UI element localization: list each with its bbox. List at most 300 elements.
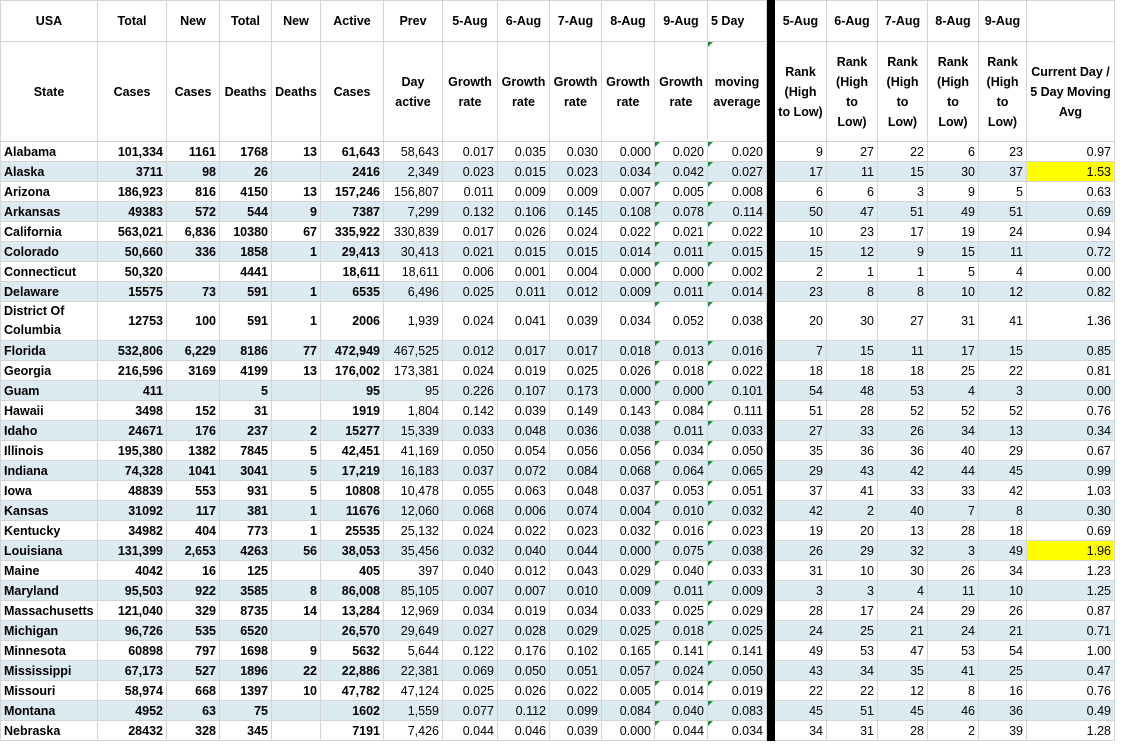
header-top-cell[interactable]: [1027, 1, 1115, 42]
prev-day-active-cell[interactable]: 18,611: [384, 262, 443, 282]
active-cases-cell[interactable]: 95: [321, 381, 384, 401]
state-cell[interactable]: Florida: [1, 341, 98, 361]
ratio-cell[interactable]: 1.36: [1027, 302, 1115, 341]
divider-cell[interactable]: [767, 441, 775, 461]
header-top-cell[interactable]: Prev: [384, 1, 443, 42]
prev-day-active-cell[interactable]: 1,559: [384, 701, 443, 721]
new-deaths-cell[interactable]: 5: [272, 461, 321, 481]
growth-rate-cell[interactable]: 0.000: [602, 262, 655, 282]
active-cases-cell[interactable]: 6535: [321, 282, 384, 302]
rank-cell[interactable]: 41: [827, 481, 878, 501]
growth-rate-cell[interactable]: 0.018: [655, 361, 708, 381]
rank-cell[interactable]: 45: [979, 461, 1027, 481]
new-cases-cell[interactable]: 404: [167, 521, 220, 541]
state-cell[interactable]: Kentucky: [1, 521, 98, 541]
active-cases-cell[interactable]: 7191: [321, 721, 384, 741]
rank-cell[interactable]: 30: [827, 302, 878, 341]
rank-cell[interactable]: 26: [928, 561, 979, 581]
state-cell[interactable]: California: [1, 222, 98, 242]
moving-average-cell[interactable]: 0.027: [708, 162, 767, 182]
ratio-cell[interactable]: 0.63: [1027, 182, 1115, 202]
divider-cell[interactable]: [767, 162, 775, 182]
ratio-cell[interactable]: 0.00: [1027, 381, 1115, 401]
growth-rate-cell[interactable]: 0.025: [550, 361, 602, 381]
active-cases-cell[interactable]: 86,008: [321, 581, 384, 601]
state-cell[interactable]: Kansas: [1, 501, 98, 521]
new-cases-cell[interactable]: 336: [167, 242, 220, 262]
rank-cell[interactable]: 23: [979, 142, 1027, 162]
total-cases-cell[interactable]: 60898: [98, 641, 167, 661]
new-deaths-cell[interactable]: 1: [272, 302, 321, 341]
rank-cell[interactable]: 36: [827, 441, 878, 461]
rank-cell[interactable]: 17: [878, 222, 928, 242]
growth-rate-cell[interactable]: 0.108: [602, 202, 655, 222]
rank-cell[interactable]: 2: [775, 262, 827, 282]
new-cases-cell[interactable]: 2,653: [167, 541, 220, 561]
active-cases-cell[interactable]: 29,413: [321, 242, 384, 262]
moving-average-cell[interactable]: 0.083: [708, 701, 767, 721]
growth-rate-cell[interactable]: 0.030: [550, 142, 602, 162]
ratio-cell[interactable]: 0.81: [1027, 361, 1115, 381]
growth-rate-cell[interactable]: 0.009: [602, 282, 655, 302]
total-deaths-cell[interactable]: 6520: [220, 621, 272, 641]
total-deaths-cell[interactable]: 4441: [220, 262, 272, 282]
header-top-cell[interactable]: 6-Aug: [827, 1, 878, 42]
new-deaths-cell[interactable]: [272, 621, 321, 641]
total-cases-cell[interactable]: 563,021: [98, 222, 167, 242]
total-deaths-cell[interactable]: 1896: [220, 661, 272, 681]
header-sub-cell[interactable]: Growth rate: [550, 42, 602, 142]
new-cases-cell[interactable]: 176: [167, 421, 220, 441]
prev-day-active-cell[interactable]: 15,339: [384, 421, 443, 441]
state-cell[interactable]: Alabama: [1, 142, 98, 162]
prev-day-active-cell[interactable]: 29,649: [384, 621, 443, 641]
new-deaths-cell[interactable]: [272, 701, 321, 721]
prev-day-active-cell[interactable]: 41,169: [384, 441, 443, 461]
rank-cell[interactable]: 40: [928, 441, 979, 461]
prev-day-active-cell[interactable]: 397: [384, 561, 443, 581]
header-top-cell[interactable]: Active: [321, 1, 384, 42]
growth-rate-cell[interactable]: 0.017: [550, 341, 602, 361]
growth-rate-cell[interactable]: 0.044: [655, 721, 708, 741]
state-cell[interactable]: Minnesota: [1, 641, 98, 661]
ratio-cell[interactable]: 0.47: [1027, 661, 1115, 681]
growth-rate-cell[interactable]: 0.102: [550, 641, 602, 661]
total-cases-cell[interactable]: 15575: [98, 282, 167, 302]
active-cases-cell[interactable]: 26,570: [321, 621, 384, 641]
active-cases-cell[interactable]: 13,284: [321, 601, 384, 621]
divider-cell[interactable]: [767, 202, 775, 222]
rank-cell[interactable]: 1: [878, 262, 928, 282]
active-cases-cell[interactable]: 2006: [321, 302, 384, 341]
total-deaths-cell[interactable]: 3585: [220, 581, 272, 601]
moving-average-cell[interactable]: 0.111: [708, 401, 767, 421]
state-cell[interactable]: Guam: [1, 381, 98, 401]
ratio-cell[interactable]: 1.03: [1027, 481, 1115, 501]
state-cell[interactable]: Delaware: [1, 282, 98, 302]
header-sub-cell[interactable]: Growth rate: [443, 42, 498, 142]
growth-rate-cell[interactable]: 0.039: [498, 401, 550, 421]
rank-cell[interactable]: 21: [979, 621, 1027, 641]
rank-cell[interactable]: 49: [979, 541, 1027, 561]
rank-cell[interactable]: 13: [979, 421, 1027, 441]
growth-rate-cell[interactable]: 0.099: [550, 701, 602, 721]
growth-rate-cell[interactable]: 0.106: [498, 202, 550, 222]
rank-cell[interactable]: 9: [928, 182, 979, 202]
divider-cell[interactable]: [767, 461, 775, 481]
ratio-cell[interactable]: 0.30: [1027, 501, 1115, 521]
rank-cell[interactable]: 10: [827, 561, 878, 581]
total-cases-cell[interactable]: 50,660: [98, 242, 167, 262]
growth-rate-cell[interactable]: 0.064: [655, 461, 708, 481]
header-top-cell[interactable]: 6-Aug: [498, 1, 550, 42]
new-deaths-cell[interactable]: [272, 401, 321, 421]
growth-rate-cell[interactable]: 0.024: [443, 302, 498, 341]
header-sub-cell[interactable]: Growth rate: [498, 42, 550, 142]
total-deaths-cell[interactable]: 125: [220, 561, 272, 581]
divider-cell[interactable]: [767, 421, 775, 441]
new-deaths-cell[interactable]: 13: [272, 361, 321, 381]
growth-rate-cell[interactable]: 0.176: [498, 641, 550, 661]
growth-rate-cell[interactable]: 0.024: [550, 222, 602, 242]
state-cell[interactable]: Georgia: [1, 361, 98, 381]
total-cases-cell[interactable]: 121,040: [98, 601, 167, 621]
rank-cell[interactable]: 54: [775, 381, 827, 401]
prev-day-active-cell[interactable]: 30,413: [384, 242, 443, 262]
divider-cell[interactable]: [767, 521, 775, 541]
new-deaths-cell[interactable]: 1: [272, 242, 321, 262]
new-deaths-cell[interactable]: 5: [272, 481, 321, 501]
state-cell[interactable]: Colorado: [1, 242, 98, 262]
growth-rate-cell[interactable]: 0.029: [602, 561, 655, 581]
total-deaths-cell[interactable]: 8186: [220, 341, 272, 361]
growth-rate-cell[interactable]: 0.141: [655, 641, 708, 661]
new-cases-cell[interactable]: 922: [167, 581, 220, 601]
growth-rate-cell[interactable]: 0.056: [550, 441, 602, 461]
growth-rate-cell[interactable]: 0.011: [443, 182, 498, 202]
state-cell[interactable]: Iowa: [1, 481, 98, 501]
growth-rate-cell[interactable]: 0.068: [602, 461, 655, 481]
active-cases-cell[interactable]: 38,053: [321, 541, 384, 561]
new-cases-cell[interactable]: 668: [167, 681, 220, 701]
new-deaths-cell[interactable]: 10: [272, 681, 321, 701]
header-sub-cell[interactable]: Growth rate: [655, 42, 708, 142]
growth-rate-cell[interactable]: 0.075: [655, 541, 708, 561]
rank-cell[interactable]: 51: [878, 202, 928, 222]
total-cases-cell[interactable]: 48839: [98, 481, 167, 501]
divider-cell[interactable]: [767, 182, 775, 202]
moving-average-cell[interactable]: 0.141: [708, 641, 767, 661]
rank-cell[interactable]: 42: [979, 481, 1027, 501]
growth-rate-cell[interactable]: 0.014: [602, 242, 655, 262]
header-sub-cell[interactable]: [767, 42, 775, 142]
header-sub-cell[interactable]: Rank (High to Low): [827, 42, 878, 142]
rank-cell[interactable]: 54: [979, 641, 1027, 661]
ratio-cell[interactable]: 0.97: [1027, 142, 1115, 162]
header-top-cell[interactable]: 5-Aug: [775, 1, 827, 42]
rank-cell[interactable]: 11: [979, 242, 1027, 262]
growth-rate-cell[interactable]: 0.011: [655, 282, 708, 302]
rank-cell[interactable]: 6: [775, 182, 827, 202]
growth-rate-cell[interactable]: 0.011: [655, 242, 708, 262]
new-deaths-cell[interactable]: 1: [272, 282, 321, 302]
total-cases-cell[interactable]: 34982: [98, 521, 167, 541]
growth-rate-cell[interactable]: 0.026: [602, 361, 655, 381]
rank-cell[interactable]: 18: [827, 361, 878, 381]
total-deaths-cell[interactable]: 31: [220, 401, 272, 421]
growth-rate-cell[interactable]: 0.015: [498, 162, 550, 182]
rank-cell[interactable]: 23: [827, 222, 878, 242]
ratio-cell[interactable]: 1.25: [1027, 581, 1115, 601]
growth-rate-cell[interactable]: 0.040: [655, 561, 708, 581]
state-cell[interactable]: Maine: [1, 561, 98, 581]
state-cell[interactable]: Alaska: [1, 162, 98, 182]
rank-cell[interactable]: 27: [775, 421, 827, 441]
rank-cell[interactable]: 43: [827, 461, 878, 481]
rank-cell[interactable]: 28: [878, 721, 928, 741]
total-deaths-cell[interactable]: 1397: [220, 681, 272, 701]
rank-cell[interactable]: 6: [928, 142, 979, 162]
prev-day-active-cell[interactable]: 22,381: [384, 661, 443, 681]
growth-rate-cell[interactable]: 0.074: [550, 501, 602, 521]
growth-rate-cell[interactable]: 0.078: [655, 202, 708, 222]
divider-cell[interactable]: [767, 142, 775, 162]
growth-rate-cell[interactable]: 0.017: [443, 142, 498, 162]
ratio-cell[interactable]: 0.72: [1027, 242, 1115, 262]
total-cases-cell[interactable]: 186,923: [98, 182, 167, 202]
total-deaths-cell[interactable]: 10380: [220, 222, 272, 242]
header-sub-cell[interactable]: Rank (High to Low): [775, 42, 827, 142]
new-deaths-cell[interactable]: [272, 162, 321, 182]
growth-rate-cell[interactable]: 0.000: [655, 381, 708, 401]
new-deaths-cell[interactable]: [272, 262, 321, 282]
growth-rate-cell[interactable]: 0.000: [602, 541, 655, 561]
total-cases-cell[interactable]: 216,596: [98, 361, 167, 381]
growth-rate-cell[interactable]: 0.029: [550, 621, 602, 641]
total-cases-cell[interactable]: 101,334: [98, 142, 167, 162]
total-cases-cell[interactable]: 411: [98, 381, 167, 401]
growth-rate-cell[interactable]: 0.145: [550, 202, 602, 222]
growth-rate-cell[interactable]: 0.072: [498, 461, 550, 481]
ratio-cell[interactable]: 0.69: [1027, 202, 1115, 222]
moving-average-cell[interactable]: 0.033: [708, 561, 767, 581]
rank-cell[interactable]: 51: [827, 701, 878, 721]
new-deaths-cell[interactable]: 67: [272, 222, 321, 242]
growth-rate-cell[interactable]: 0.007: [602, 182, 655, 202]
rank-cell[interactable]: 15: [979, 341, 1027, 361]
ratio-cell[interactable]: 1.28: [1027, 721, 1115, 741]
rank-cell[interactable]: 10: [928, 282, 979, 302]
rank-cell[interactable]: 31: [827, 721, 878, 741]
new-cases-cell[interactable]: 98: [167, 162, 220, 182]
rank-cell[interactable]: 9: [775, 142, 827, 162]
total-cases-cell[interactable]: 50,320: [98, 262, 167, 282]
total-deaths-cell[interactable]: 4199: [220, 361, 272, 381]
rank-cell[interactable]: 36: [878, 441, 928, 461]
divider-cell[interactable]: [767, 501, 775, 521]
prev-day-active-cell[interactable]: 12,060: [384, 501, 443, 521]
prev-day-active-cell[interactable]: 6,496: [384, 282, 443, 302]
header-top-cell[interactable]: 8-Aug: [928, 1, 979, 42]
header-sub-cell[interactable]: Growth rate: [602, 42, 655, 142]
growth-rate-cell[interactable]: 0.056: [602, 441, 655, 461]
growth-rate-cell[interactable]: 0.016: [655, 521, 708, 541]
rank-cell[interactable]: 33: [827, 421, 878, 441]
active-cases-cell[interactable]: 335,922: [321, 222, 384, 242]
new-cases-cell[interactable]: 117: [167, 501, 220, 521]
new-cases-cell[interactable]: 63: [167, 701, 220, 721]
ratio-cell[interactable]: 0.76: [1027, 681, 1115, 701]
growth-rate-cell[interactable]: 0.044: [550, 541, 602, 561]
growth-rate-cell[interactable]: 0.036: [550, 421, 602, 441]
rank-cell[interactable]: 26: [878, 421, 928, 441]
growth-rate-cell[interactable]: 0.017: [443, 222, 498, 242]
rank-cell[interactable]: 29: [775, 461, 827, 481]
divider-cell[interactable]: [767, 222, 775, 242]
new-cases-cell[interactable]: 329: [167, 601, 220, 621]
header-top-cell[interactable]: 5-Aug: [443, 1, 498, 42]
growth-rate-cell[interactable]: 0.010: [655, 501, 708, 521]
header-top-cell[interactable]: 7-Aug: [878, 1, 928, 42]
ratio-cell[interactable]: 0.69: [1027, 521, 1115, 541]
active-cases-cell[interactable]: 157,246: [321, 182, 384, 202]
new-cases-cell[interactable]: 6,229: [167, 341, 220, 361]
ratio-cell[interactable]: 0.94: [1027, 222, 1115, 242]
ratio-cell[interactable]: 1.23: [1027, 561, 1115, 581]
growth-rate-cell[interactable]: 0.000: [602, 721, 655, 741]
growth-rate-cell[interactable]: 0.050: [498, 661, 550, 681]
new-deaths-cell[interactable]: 5: [272, 441, 321, 461]
active-cases-cell[interactable]: 176,002: [321, 361, 384, 381]
growth-rate-cell[interactable]: 0.043: [550, 561, 602, 581]
prev-day-active-cell[interactable]: 58,643: [384, 142, 443, 162]
rank-cell[interactable]: 20: [775, 302, 827, 341]
rank-cell[interactable]: 52: [979, 401, 1027, 421]
growth-rate-cell[interactable]: 0.018: [602, 341, 655, 361]
total-cases-cell[interactable]: 24671: [98, 421, 167, 441]
new-cases-cell[interactable]: 1161: [167, 142, 220, 162]
header-top-cell[interactable]: 7-Aug: [550, 1, 602, 42]
growth-rate-cell[interactable]: 0.149: [550, 401, 602, 421]
active-cases-cell[interactable]: 15277: [321, 421, 384, 441]
growth-rate-cell[interactable]: 0.052: [655, 302, 708, 341]
new-cases-cell[interactable]: 328: [167, 721, 220, 741]
growth-rate-cell[interactable]: 0.025: [443, 681, 498, 701]
rank-cell[interactable]: 6: [827, 182, 878, 202]
new-cases-cell[interactable]: 572: [167, 202, 220, 222]
total-cases-cell[interactable]: 96,726: [98, 621, 167, 641]
growth-rate-cell[interactable]: 0.051: [550, 661, 602, 681]
prev-day-active-cell[interactable]: 156,807: [384, 182, 443, 202]
rank-cell[interactable]: 37: [979, 162, 1027, 182]
total-cases-cell[interactable]: 58,974: [98, 681, 167, 701]
growth-rate-cell[interactable]: 0.020: [655, 142, 708, 162]
total-deaths-cell[interactable]: 4263: [220, 541, 272, 561]
moving-average-cell[interactable]: 0.020: [708, 142, 767, 162]
total-deaths-cell[interactable]: 591: [220, 302, 272, 341]
ratio-cell[interactable]: 0.67: [1027, 441, 1115, 461]
growth-rate-cell[interactable]: 0.035: [498, 142, 550, 162]
rank-cell[interactable]: 30: [878, 561, 928, 581]
growth-rate-cell[interactable]: 0.022: [550, 681, 602, 701]
growth-rate-cell[interactable]: 0.025: [602, 621, 655, 641]
state-cell[interactable]: Louisiana: [1, 541, 98, 561]
growth-rate-cell[interactable]: 0.024: [655, 661, 708, 681]
rank-cell[interactable]: 24: [979, 222, 1027, 242]
header-top-cell[interactable]: 9-Aug: [979, 1, 1027, 42]
state-cell[interactable]: Illinois: [1, 441, 98, 461]
moving-average-cell[interactable]: 0.051: [708, 481, 767, 501]
total-deaths-cell[interactable]: 1858: [220, 242, 272, 262]
rank-cell[interactable]: 47: [878, 641, 928, 661]
growth-rate-cell[interactable]: 0.023: [443, 162, 498, 182]
state-cell[interactable]: Connecticut: [1, 262, 98, 282]
divider-cell[interactable]: [767, 481, 775, 501]
active-cases-cell[interactable]: 1919: [321, 401, 384, 421]
active-cases-cell[interactable]: 17,219: [321, 461, 384, 481]
rank-cell[interactable]: 34: [928, 421, 979, 441]
header-sub-cell[interactable]: Rank (High to Low): [979, 42, 1027, 142]
active-cases-cell[interactable]: 472,949: [321, 341, 384, 361]
prev-day-active-cell[interactable]: 10,478: [384, 481, 443, 501]
growth-rate-cell[interactable]: 0.019: [498, 601, 550, 621]
total-cases-cell[interactable]: 67,173: [98, 661, 167, 681]
prev-day-active-cell[interactable]: 16,183: [384, 461, 443, 481]
rank-cell[interactable]: 8: [928, 681, 979, 701]
rank-cell[interactable]: 3: [775, 581, 827, 601]
rank-cell[interactable]: 18: [775, 361, 827, 381]
rank-cell[interactable]: 26: [775, 541, 827, 561]
rank-cell[interactable]: 52: [878, 401, 928, 421]
rank-cell[interactable]: 2: [928, 721, 979, 741]
rank-cell[interactable]: 40: [878, 501, 928, 521]
rank-cell[interactable]: 31: [928, 302, 979, 341]
growth-rate-cell[interactable]: 0.112: [498, 701, 550, 721]
rank-cell[interactable]: 24: [928, 621, 979, 641]
rank-cell[interactable]: 51: [979, 202, 1027, 222]
total-deaths-cell[interactable]: 1768: [220, 142, 272, 162]
rank-cell[interactable]: 3: [827, 581, 878, 601]
growth-rate-cell[interactable]: 0.143: [602, 401, 655, 421]
rank-cell[interactable]: 15: [928, 242, 979, 262]
new-cases-cell[interactable]: 816: [167, 182, 220, 202]
ratio-cell[interactable]: 1.96: [1027, 541, 1115, 561]
active-cases-cell[interactable]: 1602: [321, 701, 384, 721]
total-cases-cell[interactable]: 95,503: [98, 581, 167, 601]
header-sub-cell[interactable]: Deaths: [272, 42, 321, 142]
growth-rate-cell[interactable]: 0.000: [602, 381, 655, 401]
header-sub-cell[interactable]: Rank (High to Low): [878, 42, 928, 142]
rank-cell[interactable]: 12: [878, 681, 928, 701]
total-cases-cell[interactable]: 4952: [98, 701, 167, 721]
divider-cell[interactable]: [767, 401, 775, 421]
rank-cell[interactable]: 51: [775, 401, 827, 421]
rank-cell[interactable]: 30: [928, 162, 979, 182]
growth-rate-cell[interactable]: 0.001: [498, 262, 550, 282]
new-cases-cell[interactable]: 152: [167, 401, 220, 421]
total-cases-cell[interactable]: 131,399: [98, 541, 167, 561]
rank-cell[interactable]: 24: [775, 621, 827, 641]
new-cases-cell[interactable]: 1041: [167, 461, 220, 481]
moving-average-cell[interactable]: 0.015: [708, 242, 767, 262]
new-cases-cell[interactable]: 73: [167, 282, 220, 302]
divider-cell[interactable]: [767, 681, 775, 701]
active-cases-cell[interactable]: 10808: [321, 481, 384, 501]
divider-cell[interactable]: [767, 641, 775, 661]
rank-cell[interactable]: 22: [775, 681, 827, 701]
moving-average-cell[interactable]: 0.033: [708, 421, 767, 441]
rank-cell[interactable]: 45: [775, 701, 827, 721]
